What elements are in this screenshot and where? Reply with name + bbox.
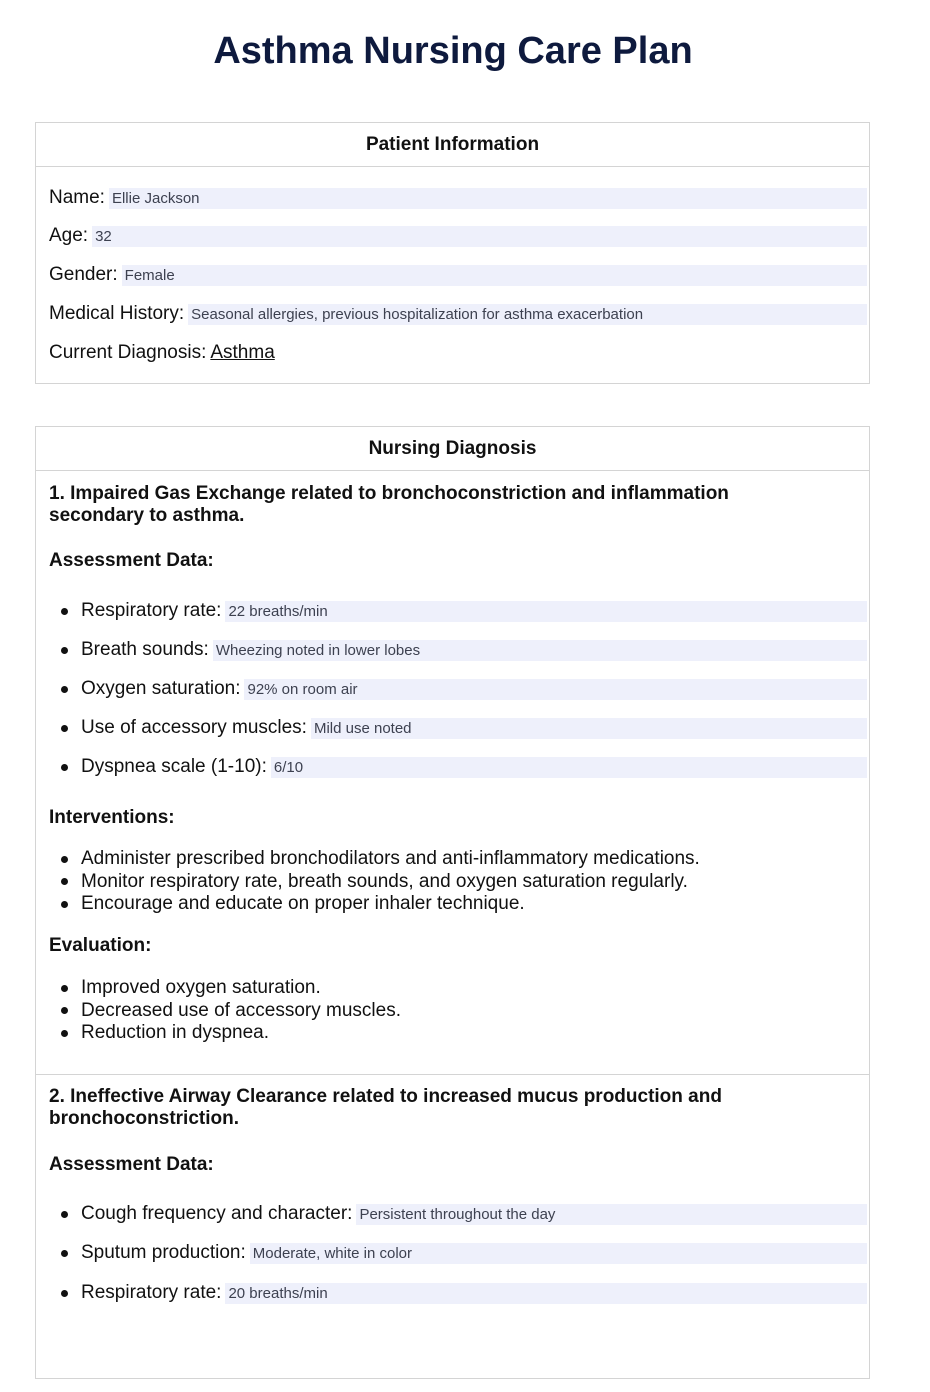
- assessment-field[interactable]: 6/10: [271, 757, 867, 778]
- diagnosis-1-interventions-heading: Interventions:: [49, 807, 175, 828]
- gender-row: [49, 264, 867, 286]
- current-diagnosis-label: Current Diagnosis:: [49, 342, 207, 363]
- age-field[interactable]: 32: [92, 226, 867, 247]
- bullet-icon: [61, 1007, 68, 1014]
- section-divider: [36, 1074, 869, 1075]
- list-item: Monitor respiratory rate, breath sounds, and oxygen saturation regularly.: [49, 871, 859, 894]
- patient-information-heading: Patient Information: [36, 123, 869, 167]
- bullet-icon: [61, 1211, 68, 1218]
- age-row: [49, 225, 867, 247]
- assessment-label: Use of accessory muscles:: [81, 717, 307, 738]
- assessment-field[interactable]: 92% on room air: [244, 679, 867, 700]
- nursing-diagnosis-heading: Nursing Diagnosis: [36, 427, 869, 471]
- page-title: Asthma Nursing Care Plan: [213, 30, 693, 72]
- age-label: Age:: [49, 225, 89, 246]
- bullet-icon: [61, 1030, 68, 1037]
- assessment-field[interactable]: 22 breaths/min: [225, 601, 867, 622]
- bullet-icon: [61, 764, 68, 771]
- gender-field[interactable]: Female: [122, 265, 867, 286]
- list-item: Administer prescribed bronchodilators and anti-inflammatory medications.: [49, 848, 859, 871]
- current-diagnosis-link[interactable]: Asthma: [210, 342, 275, 363]
- nursing-diagnosis-panel: [35, 426, 870, 1379]
- assessment-item: [49, 678, 867, 700]
- patient-information-panel: [35, 122, 870, 384]
- assessment-label: Dyspnea scale (1-10):: [81, 756, 267, 777]
- assessment-label: Respiratory rate:: [81, 1282, 222, 1303]
- assessment-field[interactable]: Persistent throughout the day: [356, 1204, 867, 1225]
- bullet-icon: [61, 856, 68, 863]
- list-item: Decreased use of accessory muscles.: [49, 1000, 859, 1023]
- assessment-label: Respiratory rate:: [81, 600, 222, 621]
- assessment-label: Sputum production:: [81, 1242, 246, 1263]
- diagnosis-1-evaluation-heading: Evaluation:: [49, 935, 152, 956]
- bullet-icon: [61, 985, 68, 992]
- assessment-item: [49, 639, 867, 661]
- medical-history-label: Medical History:: [49, 303, 185, 324]
- assessment-item: [49, 756, 867, 778]
- diagnosis-2-assessment-heading: Assessment Data:: [49, 1154, 214, 1175]
- assessment-item: [49, 1203, 867, 1225]
- bullet-icon: [61, 1250, 68, 1257]
- medical-history-row: [49, 303, 867, 325]
- bullet-icon: [61, 901, 68, 908]
- assessment-item: [49, 600, 867, 622]
- evaluation-list: [49, 977, 859, 1045]
- assessment-label: Breath sounds:: [81, 639, 209, 660]
- gender-label: Gender:: [49, 264, 118, 285]
- bullet-icon: [61, 686, 68, 693]
- assessment-field[interactable]: 20 breaths/min: [225, 1283, 867, 1304]
- bullet-icon: [61, 878, 68, 885]
- assessment-label: Oxygen saturation:: [81, 678, 241, 699]
- diagnosis-1-title: 1. Impaired Gas Exchange related to bronchoconstriction and inflammation secondary to asthma.: [49, 483, 729, 526]
- bullet-icon: [61, 725, 68, 732]
- medical-history-field[interactable]: Seasonal allergies, previous hospitalization for asthma exacerbation: [188, 304, 867, 325]
- list-item: Encourage and educate on proper inhaler technique.: [49, 893, 859, 916]
- assessment-item: [49, 1282, 867, 1304]
- assessment-field[interactable]: Wheezing noted in lower lobes: [213, 640, 867, 661]
- name-row: [49, 187, 867, 209]
- current-diagnosis-row: [49, 342, 867, 364]
- bullet-icon: [61, 1290, 68, 1297]
- bullet-icon: [61, 647, 68, 654]
- diagnosis-1-assessment-heading: Assessment Data:: [49, 550, 214, 571]
- list-item: Improved oxygen saturation.: [49, 977, 859, 1000]
- name-field[interactable]: Ellie Jackson: [109, 188, 867, 209]
- bullet-icon: [61, 608, 68, 615]
- name-label: Name:: [49, 187, 105, 208]
- assessment-field[interactable]: Mild use noted: [311, 718, 867, 739]
- diagnosis-2-title: 2. Ineffective Airway Clearance related to increased mucus production and bronchoconstriction.: [49, 1086, 722, 1129]
- assessment-label: Cough frequency and character:: [81, 1203, 353, 1224]
- list-item: Reduction in dyspnea.: [49, 1022, 859, 1045]
- assessment-field[interactable]: Moderate, white in color: [250, 1243, 867, 1264]
- interventions-list: [49, 848, 859, 916]
- assessment-item: [49, 717, 867, 739]
- assessment-item: [49, 1242, 867, 1264]
